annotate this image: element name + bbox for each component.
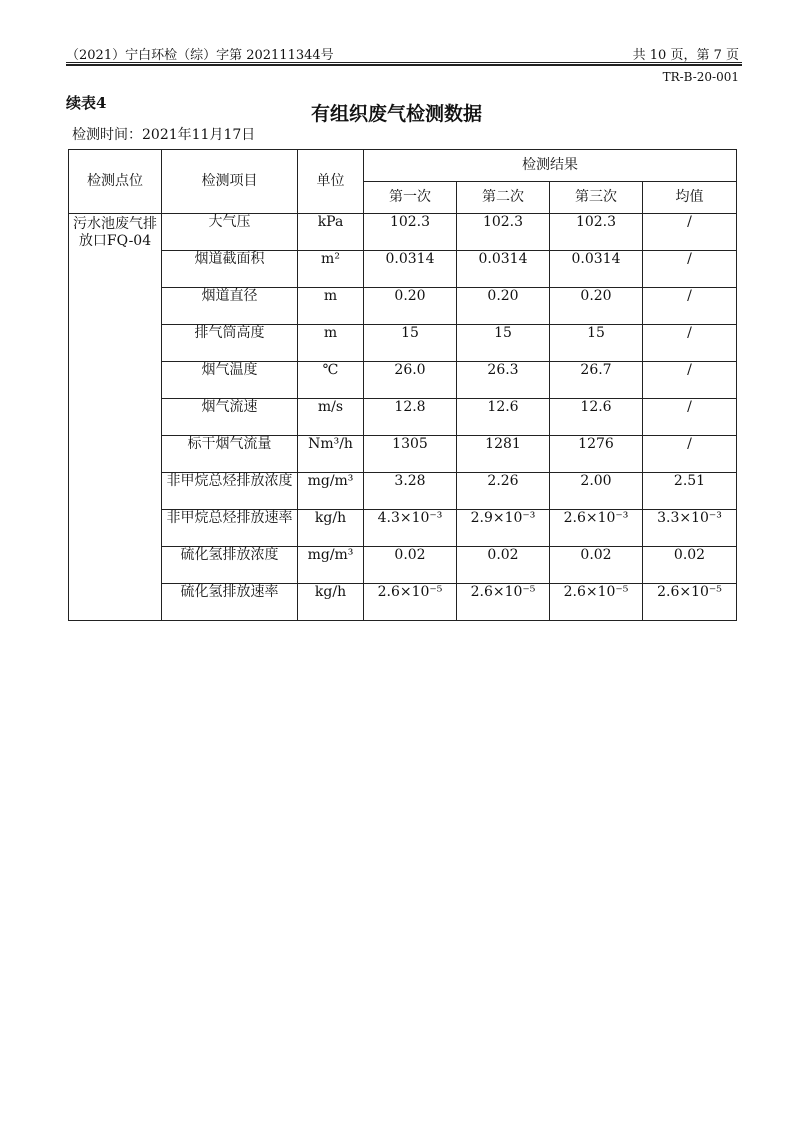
item-cell: 烟气流速 [162, 399, 298, 436]
table-row [69, 288, 737, 325]
third-value: 0.0314 [550, 251, 643, 288]
unit-cell: m² [298, 251, 364, 288]
report-number: （2021）宁白环检（综）字第 202111344号 [66, 48, 334, 63]
header-average: 均值 [643, 182, 737, 214]
unit-cell: m [298, 288, 364, 325]
third-value: 15 [550, 325, 643, 362]
third-value: 12.6 [550, 399, 643, 436]
second-value: 2.9×10⁻³ [457, 510, 550, 547]
unit-cell: kg/h [298, 584, 364, 621]
header-results: 检测结果 [364, 150, 737, 182]
table-row [69, 473, 737, 510]
table-row [69, 547, 737, 584]
first-value: 2.6×10⁻⁵ [364, 584, 457, 621]
first-value: 26.0 [364, 362, 457, 399]
header-unit: 单位 [298, 150, 364, 214]
header-second: 第二次 [457, 182, 550, 214]
table-row [69, 436, 737, 473]
average-value: 0.02 [643, 547, 737, 584]
average-value: / [643, 436, 737, 473]
item-cell: 标干烟气流量 [162, 436, 298, 473]
first-value: 4.3×10⁻³ [364, 510, 457, 547]
second-value: 12.6 [457, 399, 550, 436]
first-value: 3.28 [364, 473, 457, 510]
continuation-label: 续表4 [66, 94, 107, 112]
average-value: / [643, 251, 737, 288]
table-row [69, 214, 737, 251]
second-value: 1281 [457, 436, 550, 473]
first-value: 1305 [364, 436, 457, 473]
unit-cell: m [298, 325, 364, 362]
item-cell: 烟气温度 [162, 362, 298, 399]
average-value: 2.6×10⁻⁵ [643, 584, 737, 621]
first-value: 102.3 [364, 214, 457, 251]
table-row [69, 399, 737, 436]
item-cell: 大气压 [162, 214, 298, 251]
second-value: 0.0314 [457, 251, 550, 288]
average-value: / [643, 288, 737, 325]
header-rule-thin [66, 62, 742, 63]
second-value: 2.26 [457, 473, 550, 510]
emission-data-table [68, 149, 737, 621]
header-first: 第一次 [364, 182, 457, 214]
header-rule-thick [66, 64, 742, 66]
unit-cell: ℃ [298, 362, 364, 399]
unit-cell: mg/m³ [298, 547, 364, 584]
third-value: 2.6×10⁻³ [550, 510, 643, 547]
second-value: 0.20 [457, 288, 550, 325]
average-value: / [643, 325, 737, 362]
table-row [69, 362, 737, 399]
second-value: 2.6×10⁻⁵ [457, 584, 550, 621]
item-cell: 烟道直径 [162, 288, 298, 325]
unit-cell: kg/h [298, 510, 364, 547]
third-value: 2.00 [550, 473, 643, 510]
header-third: 第三次 [550, 182, 643, 214]
first-value: 0.02 [364, 547, 457, 584]
page-title: 有组织废气检测数据 [310, 103, 482, 125]
header-item: 检测项目 [162, 150, 298, 214]
first-value: 0.20 [364, 288, 457, 325]
unit-cell: m/s [298, 399, 364, 436]
third-value: 0.02 [550, 547, 643, 584]
table-row [69, 510, 737, 547]
third-value: 102.3 [550, 214, 643, 251]
average-value: / [643, 214, 737, 251]
location-cell: 污水池废气排放口FQ-04 [69, 214, 162, 621]
test-time: 检测时间：2021年11月17日 [72, 127, 256, 143]
item-cell: 烟道截面积 [162, 251, 298, 288]
second-value: 102.3 [457, 214, 550, 251]
second-value: 26.3 [457, 362, 550, 399]
third-value: 0.20 [550, 288, 643, 325]
third-value: 26.7 [550, 362, 643, 399]
item-cell: 排气筒高度 [162, 325, 298, 362]
third-value: 2.6×10⁻⁵ [550, 584, 643, 621]
unit-cell: kPa [298, 214, 364, 251]
first-value: 15 [364, 325, 457, 362]
first-value: 0.0314 [364, 251, 457, 288]
page-info: 共 10 页，第 7 页 [632, 48, 739, 63]
second-value: 15 [457, 325, 550, 362]
item-cell: 硫化氢排放浓度 [162, 547, 298, 584]
table-row [69, 584, 737, 621]
average-value: 2.51 [643, 473, 737, 510]
first-value: 12.8 [364, 399, 457, 436]
item-cell: 硫化氢排放速率 [162, 584, 298, 621]
average-value: / [643, 399, 737, 436]
unit-cell: Nm³/h [298, 436, 364, 473]
table-row [69, 251, 737, 288]
table-row [69, 325, 737, 362]
item-cell: 非甲烷总烃排放速率 [162, 510, 298, 547]
document-code: TR-B-20-001 [662, 70, 739, 84]
third-value: 1276 [550, 436, 643, 473]
average-value: 3.3×10⁻³ [643, 510, 737, 547]
average-value: / [643, 362, 737, 399]
item-cell: 非甲烷总烃排放浓度 [162, 473, 298, 510]
unit-cell: mg/m³ [298, 473, 364, 510]
second-value: 0.02 [457, 547, 550, 584]
header-location: 检测点位 [69, 150, 162, 214]
